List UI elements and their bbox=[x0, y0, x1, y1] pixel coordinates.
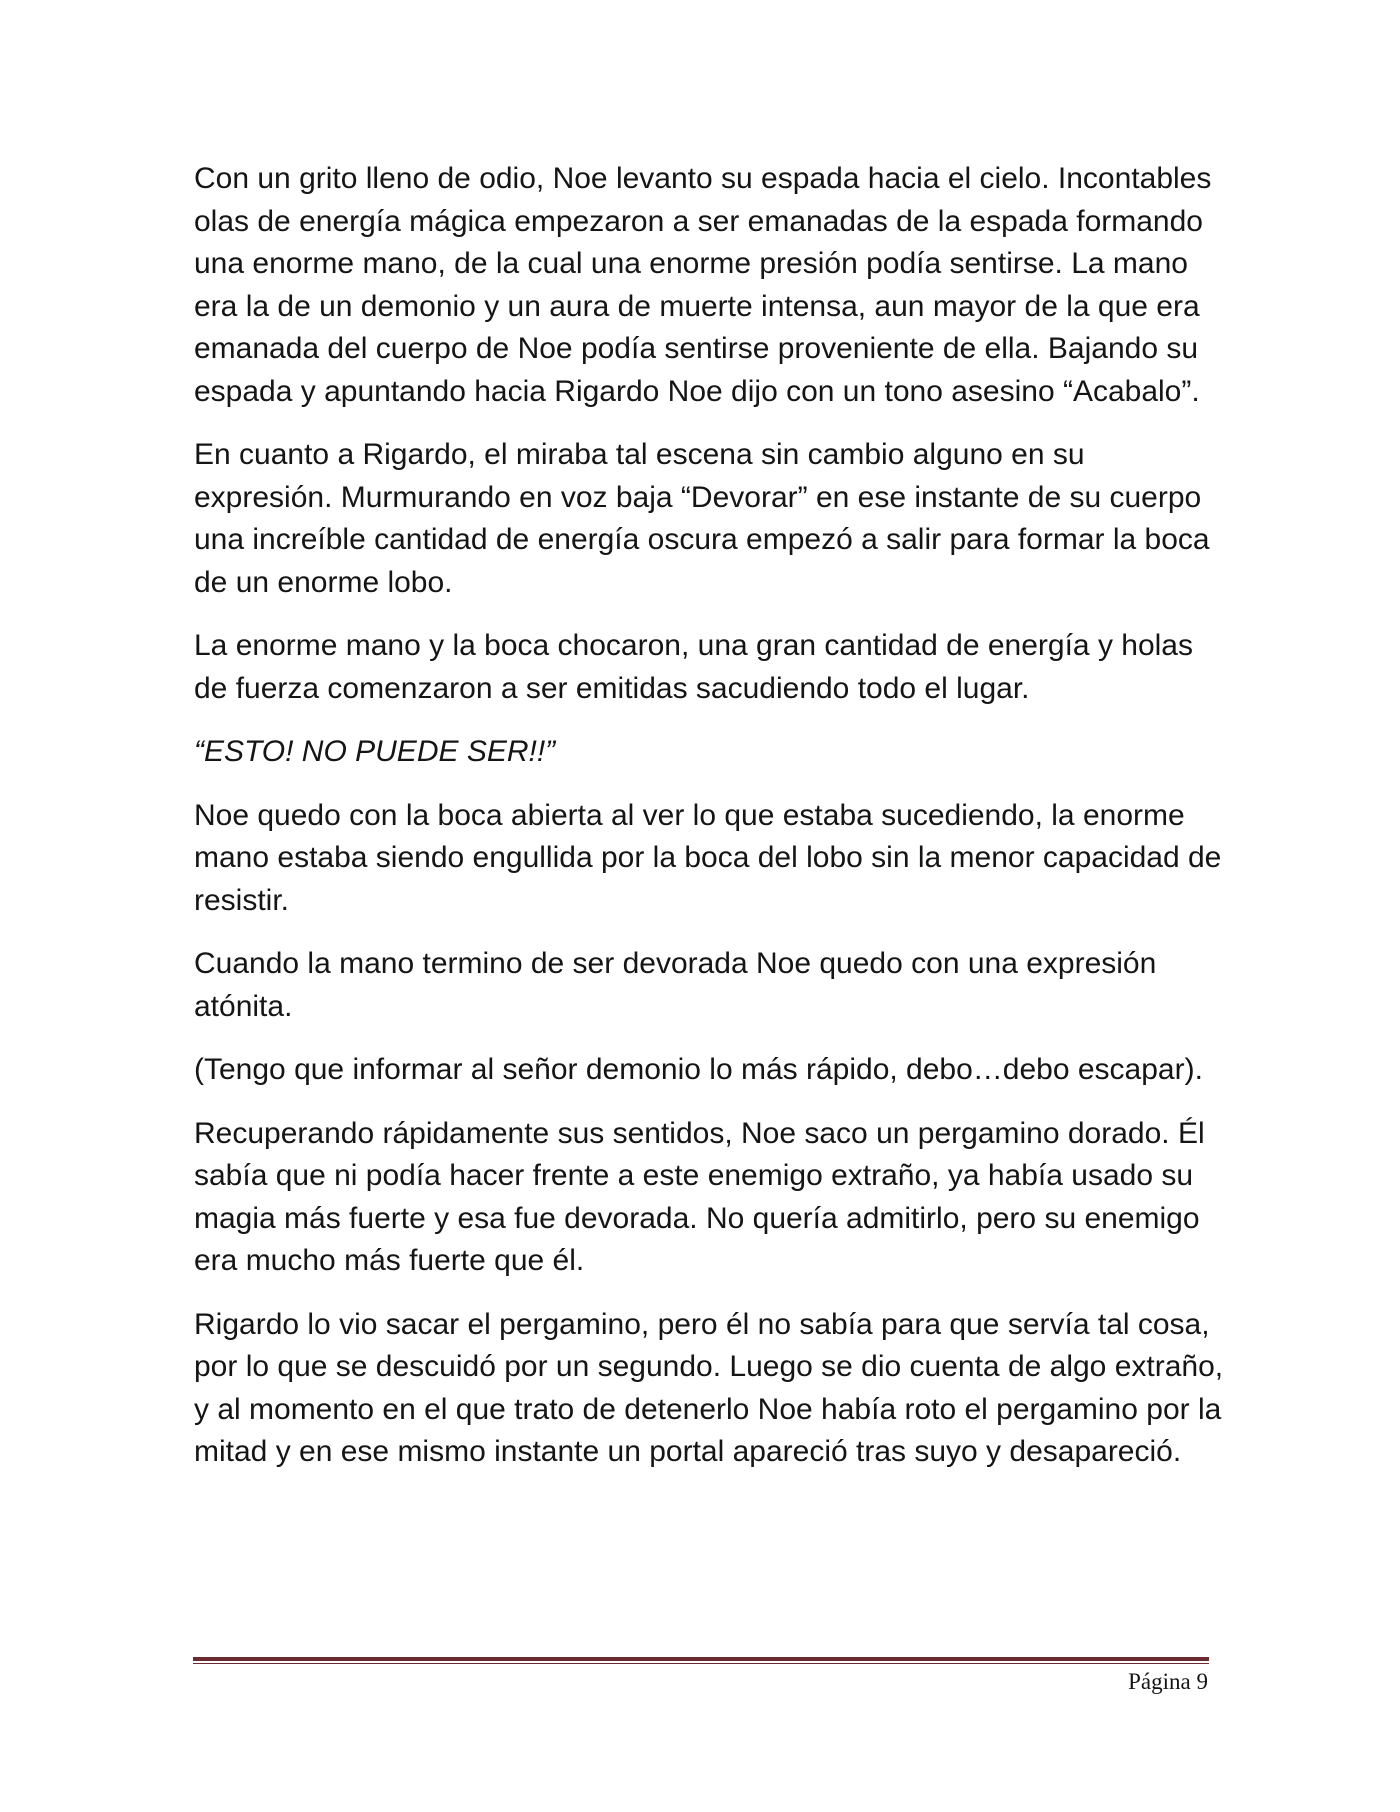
paragraph-2: En cuanto a Rigardo, el miraba tal escena sin cambio alguno en su expresión. Murmurando en voz baja “Devorar” en ese instante de su cuerpo una increíble cantidad de energía oscura empezó a salir para formar la boca de un enorme lobo. bbox=[194, 438, 1210, 599]
footer-rule-thick bbox=[193, 1657, 1209, 1661]
paragraph-9: Rigardo lo vio sacar el pergamino, pero él no sabía para que servía tal cosa, por lo que se descuidó por un segundo. Luego se dio cuenta de algo extraño, y al momento en el que trato de detenerlo Noe había roto el pergamino por la mitad y en ese mismo instante un portal apareció tras suyo y desapareció. bbox=[194, 1307, 1224, 1468]
footer-rule-thin bbox=[193, 1663, 1209, 1664]
body-text bbox=[194, 158, 1224, 1495]
paragraph-1: Con un grito lleno de odio, Noe levanto su espada hacia el cielo. Incontables olas de energía mágica empezaron a ser emanadas de la espada formando una enorme mano, de la cual una enorme presión podía sentirse. La mano era la de un demonio y un aura de muerte intensa, aun mayor de la que era emanada del cuerpo de Noe podía sentirse proveniente de ella. Bajando su espada y apuntando hacia Rigardo Noe dijo con un tono asesino “Acabalo”. bbox=[194, 162, 1212, 408]
footer-rule bbox=[193, 1657, 1209, 1665]
page-number: Página 9 bbox=[1128, 1669, 1208, 1694]
paragraph-6: Cuando la mano termino de ser devorada Noe quedo con una expresión atónita. bbox=[194, 947, 1157, 1023]
paragraph-exclamation: “ESTO! NO PUEDE SER!!” bbox=[194, 735, 556, 768]
paragraph-8: Recuperando rápidamente sus sentidos, Noe saco un pergamino dorado. Él sabía que ni podía hacer frente a este enemigo extraño, ya había usado su magia más fuerte y esa fue devorada. No quería admitirlo, pero su enemigo era mucho más fuerte que él. bbox=[194, 1116, 1205, 1277]
paragraph-5: Noe quedo con la boca abierta al ver lo que estaba sucediendo, la enorme mano estaba siendo engullida por la boca del lobo sin la menor capacidad de resistir. bbox=[194, 798, 1222, 917]
paragraph-3: La enorme mano y la boca chocaron, una gran cantidad de energía y holas de fuerza comenzaron a ser emitidas sacudiendo todo el lugar. bbox=[194, 629, 1193, 705]
paragraph-7: (Tengo que informar al señor demonio lo más rápido, debo…debo escapar). bbox=[194, 1053, 1203, 1086]
